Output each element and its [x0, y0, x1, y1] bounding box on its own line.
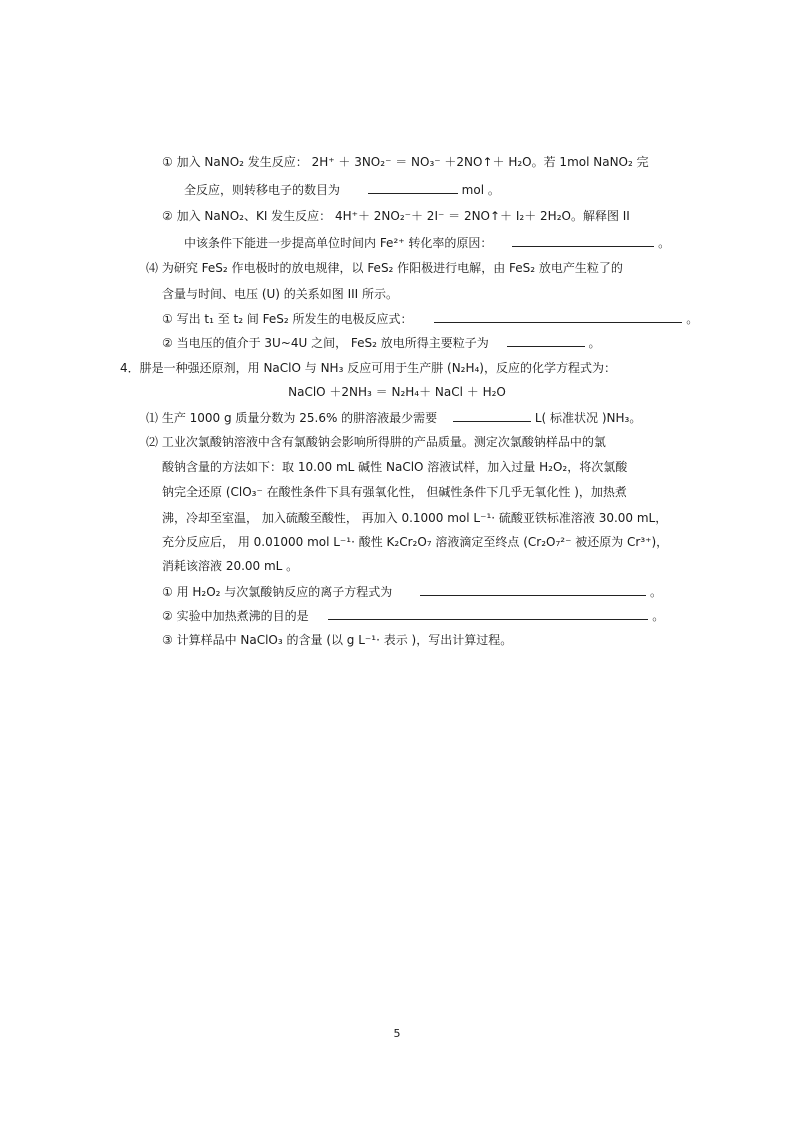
answer-blank — [512, 234, 654, 247]
line-method-1: 酸钠含量的方法如下：取 10.00 mL 碱性 NaClO 溶液试样，加入过量 H₂O₂，将次氯酸 — [162, 460, 628, 474]
line-figure-iii: 含量与时间、电压 (U) 的关系如图 III 所示。 — [162, 287, 399, 301]
answer-blank — [328, 607, 648, 620]
line-text: mol 。 — [461, 183, 500, 197]
line-calculation: ③ 计算样品中 NaClO₃ 的含量 (以 g L⁻¹· 表示 )，写出计算过程。 — [162, 633, 513, 647]
page-number: 5 — [393, 1027, 401, 1040]
line-text: 全反应，则转移电子的数目为 — [184, 183, 341, 197]
answer-blank — [434, 310, 682, 323]
line-electron-transfer — [184, 181, 500, 198]
line-method-3: 沸，冷却至室温， 加入硫酸至酸性， 再加入 0.1000 mol L⁻¹· 硫酸亚铁标准溶液 30.00 mL， — [162, 511, 668, 525]
line-text: 中该条件下能进一步提高单位时间内 Fe²⁺ 转化率的原因： — [184, 236, 493, 250]
line-text: 。 — [686, 312, 699, 326]
line-text: ② 当电压的值介于 3U~4U 之间， FeS₂ 放电所得主要粒子为 — [162, 336, 489, 350]
line-text: 。 — [652, 609, 665, 623]
line-nano2-reaction: ① 加入 NaNO₂ 发生反应： 2H⁺ ＋ 3NO₂⁻ ＝ NO₃⁻ ＋2NO↑＋ H₂O。若 1mol NaNO₂ 完 — [162, 155, 649, 169]
line-method-4: 充分反应后， 用 0.01000 mol L⁻¹· 酸性 K₂Cr₂O₇ 溶液滴定至终点 (Cr₂O₇²⁻ 被还原为 Cr³⁺)， — [162, 535, 669, 549]
line-text: L( 标准状况 )NH₃。 — [534, 411, 642, 425]
line-fes2-study: ⑷ 为研究 FeS₂ 作电极时的放电规律，以 FeS₂ 作阳极进行电解，由 FeS₂ 放电产生粒了的 — [146, 261, 623, 275]
line-text: 。 — [588, 336, 601, 350]
answer-blank — [507, 334, 585, 347]
question-4-heading: 4．肼是一种强还原剂，用 NaClO 与 NH₃ 反应可用于生产肼 (N₂H₄)，反应的化学方程式为： — [120, 361, 616, 375]
line-industrial-intro: ⑵ 工业次氯酸钠溶液中含有氯酸钠会影响所得肼的产品质量。测定次氯酸钠样品中的氯 — [146, 435, 606, 449]
line-text: ① 用 H₂O₂ 与次氯酸钠反应的离子方程式为 — [162, 585, 393, 599]
line-method-2: 钠完全还原 (ClO₃⁻ 在酸性条件下具有强氧化性， 但碱性条件下几乎无氧化性 )，加热煮 — [162, 485, 627, 499]
line-text: ① 写出 t₁ 至 t₂ 间 FeS₂ 所发生的电极反应式： — [162, 312, 413, 326]
line-text: ⑴ 生产 1000 g 质量分数为 25.6% 的肼溶液最少需要 — [146, 411, 438, 425]
line-ki-reaction: ② 加入 NaNO₂、KI 发生反应： 4H⁺＋ 2NO₂⁻＋ 2I⁻ ＝ 2NO↑＋ I₂＋ 2H₂O。解释图 II — [162, 209, 630, 223]
line-method-5: 消耗该溶液 20.00 mL 。 — [162, 559, 299, 573]
line-voltage-particles — [162, 334, 600, 351]
line-boiling-purpose — [162, 607, 664, 624]
line-ionic-equation — [162, 583, 662, 600]
line-text: ② 实验中加热煮沸的目的是 — [162, 609, 309, 623]
line-electrode-reaction — [162, 310, 698, 327]
line-text: 。 — [649, 585, 662, 599]
hydrazine-equation: NaClO ＋2NH₃ ＝ N₂H₄＋ NaCl ＋ H₂O — [288, 385, 506, 399]
answer-blank — [453, 409, 531, 422]
answer-blank — [420, 583, 646, 596]
line-fe2-explanation — [184, 234, 670, 251]
line-nh3-volume — [146, 409, 641, 426]
answer-blank — [368, 181, 458, 194]
line-text: 。 — [658, 236, 671, 250]
